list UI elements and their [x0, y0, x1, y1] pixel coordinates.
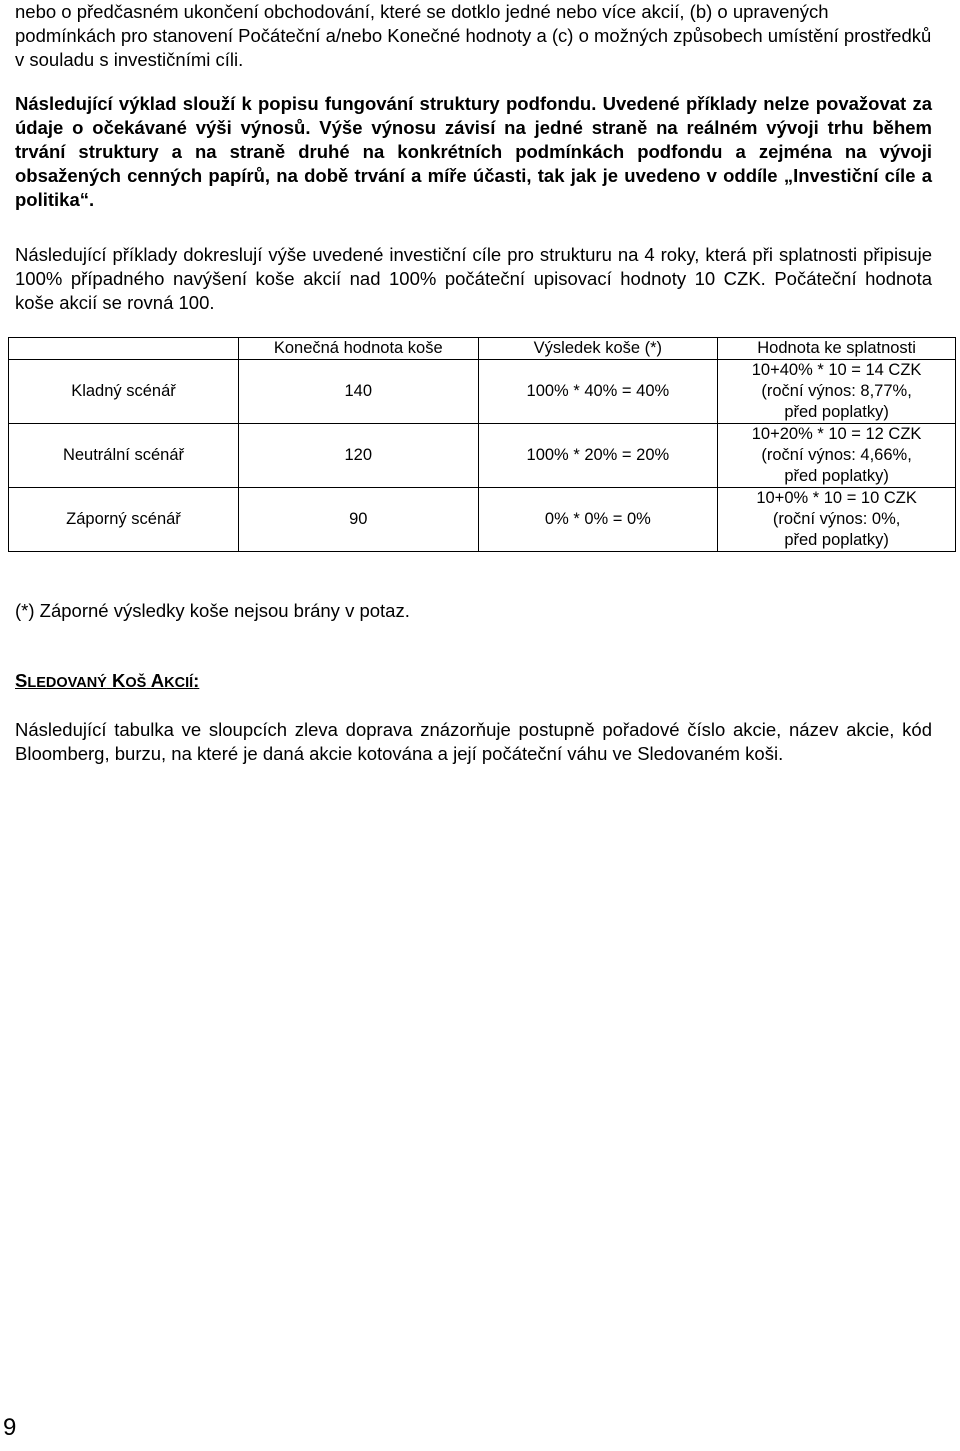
table-header-cell: Hodnota ke splatnosti: [718, 338, 956, 360]
final-value: 140: [238, 360, 478, 424]
maturity-value: [718, 360, 956, 424]
scenario-name: Kladný scénář: [9, 360, 239, 424]
maturity-line: 10+20% * 10 = 12 CZK: [751, 425, 922, 443]
final-value: 90: [238, 488, 478, 552]
maturity-line: 10+40% * 10 = 14 CZK: [751, 361, 922, 379]
maturity-line: před poplatky): [784, 403, 889, 421]
table-row: [9, 424, 956, 488]
section-reference: „Investiční cíle a politika“: [15, 165, 932, 210]
maturity-line: (roční výnos: 8,77%,: [761, 382, 912, 400]
paragraph-table-description: Následující tabulka ve sloupcích zleva doprava znázorňuje postupně pořadové číslo akcie, název akcie, kód Bloomberg, burzu, na které je daná akcie kotována a její počáteční váhu ve Sledovaném koši.: [15, 719, 932, 764]
maturity-line: (roční výnos: 4,66%,: [761, 446, 912, 464]
heading-part: LEDOVANÝ: [27, 675, 107, 691]
table-footnote: (*) Záporné výsledky koše nejsou brány v potaz.: [15, 600, 410, 621]
basket-result: 100% * 20% = 20%: [478, 424, 718, 488]
heading-part: K: [106, 670, 126, 691]
final-value: 120: [238, 424, 478, 488]
table-header-cell: Konečná hodnota koše: [238, 338, 478, 360]
table-header-cell: [9, 338, 239, 360]
scenario-name: Záporný scénář: [9, 488, 239, 552]
maturity-line: před poplatky): [784, 531, 889, 549]
table-header-row: [9, 338, 956, 360]
maturity-value: [718, 424, 956, 488]
scenario-table: [8, 337, 956, 552]
table-row: [9, 488, 956, 552]
paragraph-structure-text: Následující výklad slouží k popisu fungování struktury podfondu. Uvedené příklady nelze považovat za údaje o očekávané výši výnosů. Výše výnosu závisí na jedné straně na reálném vývoji trhu během trvání struktury a na straně druhé na konkrétních podmínkách podfondu a zejména na vývoji obsažených cenných papírů, na době trvání a míře účasti, tak jak je uvedeno v oddíle: [15, 93, 932, 186]
paragraph-structure-end: .: [89, 189, 95, 210]
page-number: 9: [3, 1414, 17, 1441]
basket-result: 100% * 40% = 40%: [478, 360, 718, 424]
heading-part: A: [146, 670, 165, 691]
heading-part: OŠ: [125, 675, 147, 691]
paragraph-examples: Následující příklady dokreslují výše uvedené investiční cíle pro strukturu na 4 roky, která při splatnosti připisuje 100% případného navýšení koše akcií nad 100% počáteční upisovací hodnoty 10 CZK. Počáteční hodnota koše akcií se rovná 100.: [15, 244, 932, 313]
scenario-name: Neutrální scénář: [9, 424, 239, 488]
section-heading: [15, 669, 199, 695]
basket-result: 0% * 0% = 0%: [478, 488, 718, 552]
maturity-line: (roční výnos: 0%,: [772, 510, 901, 528]
paragraph-intro: nebo o předčasném ukončení obchodování, které se dotklo jedné nebo více akcií, (b) o upravených podmínkách pro stanovení Počáteční a/nebo Konečné hodnoty a (c) o možných způsobech umístění prostředků v souladu s investičními cíli.: [15, 1, 932, 70]
paragraph-structure-explanation: [15, 92, 932, 212]
heading-part: S: [15, 670, 28, 691]
maturity-line: 10+0% * 10 = 10 CZK: [756, 489, 917, 507]
heading-part: :: [193, 670, 200, 691]
maturity-value: [718, 488, 956, 552]
table-header-cell: Výsledek koše (*): [478, 338, 718, 360]
table-row: [9, 360, 956, 424]
heading-part: KCIÍ: [164, 675, 194, 691]
maturity-line: před poplatky): [784, 467, 889, 485]
